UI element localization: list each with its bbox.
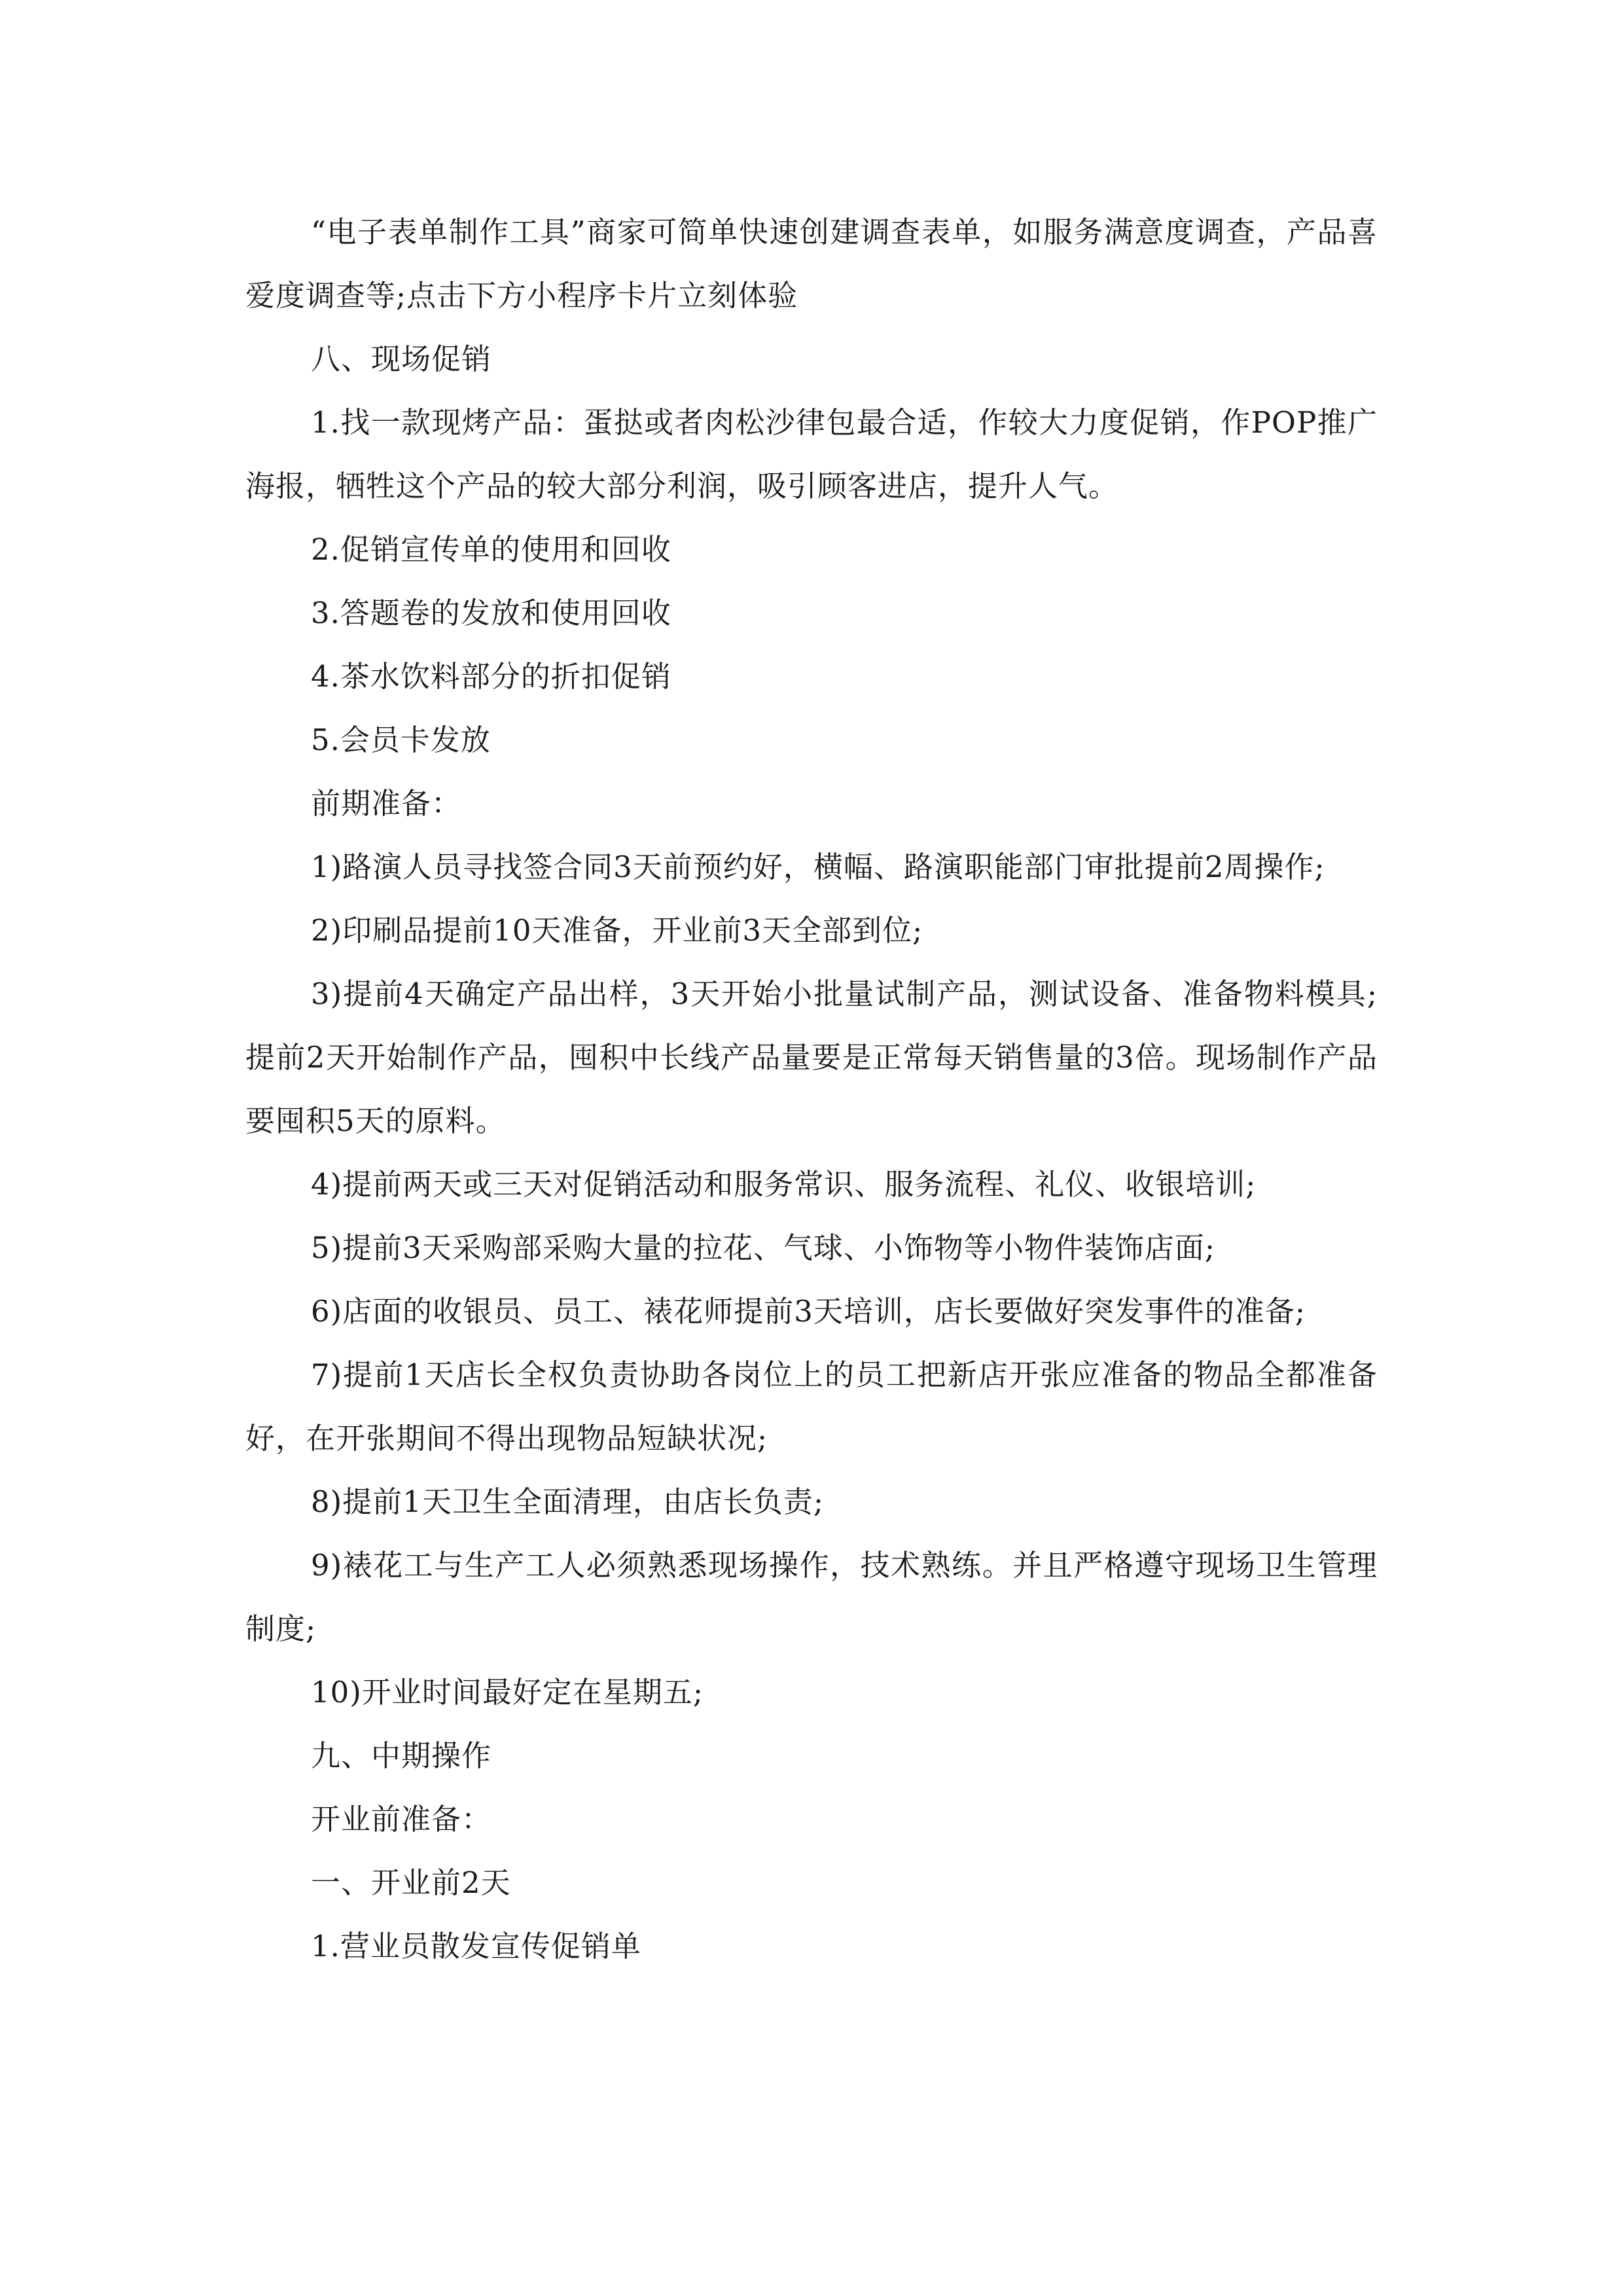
paragraph-promo-item-5: 5.会员卡发放 <box>311 723 491 757</box>
paragraph-prep-item-8: 8)提前1天卫生全面清理，由店长负责; <box>311 1484 824 1519</box>
heading-pre-opening-preparation: 开业前准备： <box>311 1802 492 1837</box>
paragraph-promo-item-2: 2.促销宣传单的使用和回收 <box>311 532 671 567</box>
paragraph-prep-item-7: 7)提前1天店长全权负责协助各岗位上的员工把新店开张应准备的物品全都准备好，在开张期间不得出现物品短缺状况; <box>245 1357 1378 1456</box>
document-body <box>245 200 1378 1978</box>
paragraph-prep-item-3: 3)提前4天确定产品出样，3天开始小批量试制产品，测试设备、准备物料模具;提前2天开始制作产品，囤积中长线产品量要是正常每天销售量的3倍。现场制作产品要囤积5天的原料。 <box>245 977 1378 1138</box>
paragraph-prep-item-9: 9)裱花工与生产工人必须熟悉现场操作，技术熟练。并且严格遵守现场卫生管理制度; <box>245 1548 1378 1646</box>
heading-mid-term-operation: 九、中期操作 <box>311 1738 492 1773</box>
paragraph-form-tool-intro: “电子表单制作工具”商家可简单快速创建调查表单，如服务满意度调查，产品喜爱度调查等;点击下方小程序卡片立刻体验 <box>245 215 1378 313</box>
paragraph-promo-item-1: 1.找一款现烤产品：蛋挞或者肉松沙律包最合适，作较大力度促销，作POP推广海报，牺牲这个产品的较大部分利润，吸引顾客进店，提升人气。 <box>245 405 1378 503</box>
heading-onsite-promotion: 八、现场促销 <box>311 342 492 376</box>
paragraph-promo-item-3: 3.答题卷的发放和使用回收 <box>311 596 671 630</box>
paragraph-prep-item-1: 1)路演人员寻找签合同3天前预约好，横幅、路演职能部门审批提前2周操作; <box>311 850 1325 884</box>
paragraph-prep-item-5: 5)提前3天采购部采购大量的拉花、气球、小饰物等小物件装饰店面; <box>311 1230 1215 1265</box>
paragraph-opening-item-1: 1.营业员散发宣传促销单 <box>311 1929 641 1964</box>
paragraph-prep-item-4: 4)提前两天或三天对促销活动和服务常识、服务流程、礼仪、收银培训; <box>311 1167 1257 1202</box>
heading-preparation: 前期准备： <box>311 786 462 821</box>
paragraph-prep-item-6: 6)店面的收银员、员工、裱花师提前3天培训，店长要做好突发事件的准备; <box>311 1294 1306 1329</box>
paragraph-prep-item-10: 10)开业时间最好定在星期五; <box>311 1675 704 1710</box>
paragraph-prep-item-2: 2)印刷品提前10天准备，开业前3天全部到位; <box>311 913 923 948</box>
heading-two-days-before-opening: 一、开业前2天 <box>311 1865 511 1900</box>
paragraph-promo-item-4: 4.茶水饮料部分的折扣促销 <box>311 659 671 694</box>
